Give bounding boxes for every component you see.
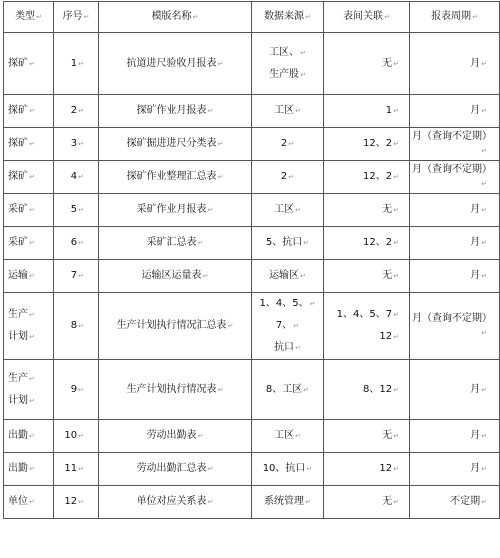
- cell-text: 劳动出勤表: [146, 430, 197, 441]
- cell-seq: [54, 453, 99, 486]
- paragraph-mark: ↵: [29, 465, 35, 473]
- cell-period: [410, 486, 500, 519]
- cell-text: 生产: [8, 372, 28, 384]
- cell-seq: [54, 260, 99, 293]
- paragraph-mark: ↵: [481, 180, 487, 188]
- cell-template-name: [99, 420, 252, 453]
- paragraph-mark: ↵: [481, 239, 487, 247]
- paragraph-mark: ↵: [393, 432, 399, 440]
- cell-type: [4, 486, 54, 519]
- paragraph-mark: ↵: [29, 239, 35, 247]
- cell-text: 月: [470, 237, 481, 248]
- paragraph-mark: ↵: [481, 329, 487, 337]
- cell-text: 月: [470, 270, 481, 281]
- paragraph-mark: ↵: [295, 206, 301, 214]
- cell-template-name: [99, 161, 252, 194]
- paragraph-mark: ↵: [207, 498, 214, 506]
- cell-text: 计划: [8, 331, 28, 342]
- cell-relation: [324, 293, 410, 360]
- cell-period: [410, 293, 500, 360]
- cell-type: [4, 95, 54, 128]
- cell-text: 探矿掘进进尺分类表: [126, 138, 217, 149]
- paragraph-mark: ↵: [393, 107, 399, 115]
- paragraph-mark: ↵: [29, 59, 35, 68]
- cell-period: [410, 33, 500, 95]
- paragraph-mark: ↵: [29, 374, 35, 383]
- cell-type: [4, 420, 54, 453]
- paragraph-mark: ↵: [393, 59, 399, 68]
- cell-text: 单位: [8, 496, 28, 507]
- cell-text: 单位对应关系表: [136, 496, 207, 507]
- cell-text: 抗口: [274, 342, 295, 353]
- paragraph-mark: ↵: [29, 396, 35, 405]
- cell-period: [410, 161, 500, 194]
- paragraph-mark: ↵: [481, 498, 487, 506]
- cell-source: [252, 161, 324, 194]
- cell-text: 探矿: [8, 105, 28, 116]
- cell-text: 无: [382, 430, 393, 441]
- header-row: [4, 2, 500, 33]
- table-row: [4, 260, 500, 293]
- table-row: [4, 293, 500, 360]
- cell-text: 生产计划执行情况汇总表: [116, 320, 227, 331]
- paragraph-mark: ↵: [293, 322, 300, 330]
- cell-text: 工区: [274, 430, 295, 441]
- paragraph-mark: ↵: [78, 432, 84, 440]
- cell-type: [4, 227, 54, 260]
- cell-text: 2: [70, 105, 78, 116]
- cell-text: 12: [64, 496, 78, 507]
- cell-type: [4, 293, 54, 360]
- paragraph-mark: ↵: [481, 432, 487, 440]
- paragraph-mark: ↵: [29, 333, 35, 341]
- cell-text: 工区、: [269, 46, 300, 58]
- paragraph-mark: ↵: [29, 206, 35, 214]
- cell-text: 1: [70, 57, 78, 69]
- cell-text: 无: [382, 496, 393, 507]
- cell-seq: [54, 293, 99, 360]
- table-row: [4, 453, 500, 486]
- paragraph-mark: ↵: [393, 173, 399, 181]
- cell-text: 计划: [8, 394, 28, 406]
- cell-source: [252, 486, 324, 519]
- paragraph-mark: ↵: [393, 465, 399, 473]
- paragraph-mark: ↵: [78, 498, 84, 506]
- cell-seq: [54, 95, 99, 128]
- table-row: [4, 161, 500, 194]
- cell-text: 探矿作业整理汇总表: [126, 171, 217, 182]
- cell-text: 5、抗口: [265, 237, 303, 248]
- cell-source: [252, 128, 324, 161]
- table-row: [4, 95, 500, 128]
- cell-text: 生产股: [269, 68, 300, 80]
- paragraph-mark: ↵: [29, 173, 35, 181]
- cell-type: [4, 260, 54, 293]
- paragraph-mark: ↵: [300, 70, 306, 79]
- cell-relation: [324, 486, 410, 519]
- cell-text: 采矿汇总表: [146, 237, 197, 248]
- table-row: [4, 486, 500, 519]
- cell-seq: [54, 161, 99, 194]
- cell-text: 采矿: [8, 204, 28, 215]
- table-row: [4, 227, 500, 260]
- paragraph-mark: ↵: [306, 465, 313, 473]
- cell-period: [410, 194, 500, 227]
- cell-text: 8、工区: [265, 383, 303, 395]
- cell-seq: [54, 128, 99, 161]
- paragraph-mark: ↵: [29, 432, 35, 440]
- header-template: 模版名称↵: [99, 2, 252, 33]
- cell-source: [252, 293, 324, 360]
- paragraph-mark: ↵: [393, 311, 399, 319]
- paragraph-mark: ↵: [393, 140, 399, 148]
- cell-text: 月（查询不定期）: [412, 131, 492, 142]
- cell-text: 系统管理: [264, 496, 305, 507]
- cell-template-name: [99, 227, 252, 260]
- cell-text: 无: [382, 204, 393, 215]
- cell-text: 2: [280, 138, 288, 149]
- table-row: [4, 360, 500, 420]
- table-row: [4, 194, 500, 227]
- cell-text: 探矿: [8, 138, 28, 149]
- table-row: [4, 33, 500, 95]
- paragraph-mark: ↵: [207, 465, 214, 473]
- cell-seq: [54, 420, 99, 453]
- cell-text: 7: [70, 270, 78, 281]
- cell-source: [252, 453, 324, 486]
- paragraph-mark: ↵: [78, 239, 84, 247]
- cell-text: 9: [70, 383, 78, 395]
- cell-text: 7、: [275, 320, 293, 331]
- cell-text: 月（查询不定期）: [412, 164, 492, 175]
- paragraph-mark: ↵: [481, 206, 487, 214]
- cell-relation: [324, 161, 410, 194]
- cell-text: 10: [64, 430, 78, 441]
- cell-text: 8、12: [363, 383, 393, 395]
- cell-relation: [324, 360, 410, 420]
- header-period: 报表周期↵: [410, 2, 500, 33]
- paragraph-mark: ↵: [217, 59, 224, 68]
- paragraph-mark: ↵: [29, 311, 35, 319]
- cell-source: [252, 33, 324, 95]
- cell-template-name: [99, 260, 252, 293]
- cell-text: 12、2: [363, 171, 393, 182]
- paragraph-mark: ↵: [309, 300, 316, 308]
- cell-relation: [324, 95, 410, 128]
- cell-period: [410, 420, 500, 453]
- cell-text: 运输区运量表: [141, 270, 202, 281]
- cell-seq: [54, 360, 99, 420]
- table-row: [4, 420, 500, 453]
- cell-text: 1: [385, 105, 393, 116]
- cell-text: 生产: [8, 309, 28, 320]
- cell-text: 12: [379, 463, 393, 474]
- paragraph-mark: ↵: [303, 239, 310, 247]
- cell-template-name: [99, 194, 252, 227]
- header-seq: 序号↵: [54, 2, 99, 33]
- paragraph-mark: ↵: [393, 385, 399, 394]
- cell-text: 12: [379, 331, 393, 342]
- cell-text: 月: [470, 430, 481, 441]
- cell-source: [252, 260, 324, 293]
- cell-text: 月（查询不定期）: [412, 313, 492, 324]
- cell-template-name: [99, 360, 252, 420]
- cell-seq: [54, 486, 99, 519]
- cell-text: 探矿: [8, 171, 28, 182]
- cell-text: 月: [470, 105, 481, 116]
- paragraph-mark: ↵: [295, 344, 301, 352]
- paragraph-mark: ↵: [393, 498, 399, 506]
- cell-relation: [324, 227, 410, 260]
- paragraph-mark: ↵: [78, 322, 84, 330]
- report-template-table: [3, 1, 500, 519]
- paragraph-mark: ↵: [481, 385, 487, 394]
- cell-period: [410, 95, 500, 128]
- cell-period: [410, 227, 500, 260]
- paragraph-mark: ↵: [300, 48, 306, 57]
- cell-type: [4, 161, 54, 194]
- cell-template-name: [99, 33, 252, 95]
- cell-text: 探矿作业月报表: [136, 105, 207, 116]
- paragraph-mark: ↵: [303, 385, 310, 394]
- cell-text: 月: [470, 463, 481, 474]
- cell-relation: [324, 33, 410, 95]
- cell-text: 2: [280, 171, 288, 182]
- paragraph-mark: ↵: [29, 107, 35, 115]
- paragraph-mark: ↵: [78, 385, 84, 394]
- cell-text: 无: [382, 57, 393, 69]
- paragraph-mark: ↵: [78, 465, 84, 473]
- cell-seq: [54, 227, 99, 260]
- cell-text: 采矿作业月报表: [136, 204, 207, 215]
- cell-relation: [324, 128, 410, 161]
- cell-period: [410, 260, 500, 293]
- table-row: [4, 128, 500, 161]
- paragraph-mark: ↵: [78, 107, 84, 115]
- cell-text: 3: [70, 138, 78, 149]
- paragraph-mark: ↵: [197, 239, 204, 247]
- cell-text: 探矿: [8, 57, 28, 69]
- cell-text: 出勤: [8, 463, 28, 474]
- cell-text: 5: [70, 204, 78, 215]
- paragraph-mark: ↵: [393, 239, 399, 247]
- paragraph-mark: ↵: [481, 465, 487, 473]
- cell-text: 10、抗口: [262, 463, 306, 474]
- cell-template-name: [99, 453, 252, 486]
- cell-period: [410, 128, 500, 161]
- paragraph-mark: ↵: [207, 206, 214, 214]
- paragraph-mark: ↵: [29, 498, 35, 506]
- cell-type: [4, 453, 54, 486]
- cell-type: [4, 33, 54, 95]
- paragraph-mark: ↵: [393, 272, 399, 280]
- paragraph-mark: ↵: [29, 272, 35, 280]
- cell-relation: [324, 260, 410, 293]
- cell-text: 4: [70, 171, 78, 182]
- cell-text: 运输: [8, 270, 28, 281]
- header-type: 类型↵: [4, 2, 54, 33]
- cell-text: 12、2: [363, 237, 393, 248]
- cell-text: 11: [64, 463, 78, 474]
- paragraph-mark: ↵: [295, 107, 301, 115]
- paragraph-mark: ↵: [217, 173, 224, 181]
- paragraph-mark: ↵: [202, 272, 209, 280]
- cell-text: 6: [70, 237, 78, 248]
- paragraph-mark: ↵: [217, 385, 224, 394]
- cell-type: [4, 128, 54, 161]
- paragraph-mark: ↵: [197, 432, 204, 440]
- cell-text: 生产计划执行情况表: [126, 383, 217, 395]
- cell-text: 1、4、5、7: [336, 309, 393, 320]
- cell-period: [410, 453, 500, 486]
- paragraph-mark: ↵: [78, 272, 84, 280]
- paragraph-mark: ↵: [78, 206, 84, 214]
- cell-text: 月: [470, 383, 481, 395]
- paragraph-mark: ↵: [78, 173, 84, 181]
- paragraph-mark: ↵: [300, 272, 306, 280]
- cell-source: [252, 227, 324, 260]
- cell-text: 工区: [274, 204, 295, 215]
- cell-text: 8: [70, 320, 78, 331]
- paragraph-mark: ↵: [217, 140, 224, 148]
- cell-text: 运输区: [269, 270, 300, 281]
- cell-period: [410, 360, 500, 420]
- paragraph-mark: ↵: [481, 107, 487, 115]
- cell-relation: [324, 194, 410, 227]
- cell-source: [252, 95, 324, 128]
- cell-text: 劳动出勤汇总表: [136, 463, 207, 474]
- cell-type: [4, 360, 54, 420]
- paragraph-mark: ↵: [393, 206, 399, 214]
- paragraph-mark: ↵: [227, 322, 234, 330]
- cell-source: [252, 360, 324, 420]
- cell-text: 无: [382, 270, 393, 281]
- cell-template-name: [99, 486, 252, 519]
- paragraph-mark: ↵: [305, 498, 311, 506]
- cell-relation: [324, 453, 410, 486]
- cell-text: 采矿: [8, 237, 28, 248]
- paragraph-mark: ↵: [393, 333, 399, 341]
- cell-type: [4, 194, 54, 227]
- paragraph-mark: ↵: [207, 107, 214, 115]
- cell-source: [252, 420, 324, 453]
- cell-template-name: [99, 128, 252, 161]
- cell-text: 不定期: [450, 496, 481, 507]
- cell-template-name: [99, 293, 252, 360]
- cell-template-name: [99, 95, 252, 128]
- paragraph-mark: ↵: [481, 147, 487, 155]
- cell-seq: [54, 33, 99, 95]
- cell-relation: [324, 420, 410, 453]
- cell-text: 工区: [274, 105, 295, 116]
- cell-source: [252, 194, 324, 227]
- cell-text: 1、4、5、: [259, 298, 309, 309]
- cell-seq: [54, 194, 99, 227]
- paragraph-mark: ↵: [288, 173, 295, 181]
- paragraph-mark: ↵: [295, 432, 301, 440]
- cell-text: 抗道进尺验收月报表: [126, 57, 217, 69]
- header-source: 数据来源↵: [252, 2, 324, 33]
- paragraph-mark: ↵: [78, 140, 84, 148]
- cell-text: 月: [470, 57, 481, 69]
- paragraph-mark: ↵: [288, 140, 295, 148]
- paragraph-mark: ↵: [78, 59, 84, 68]
- cell-text: 月: [470, 204, 481, 215]
- paragraph-mark: ↵: [481, 59, 487, 68]
- header-relation: 表间关联↵: [324, 2, 410, 33]
- cell-text: 出勤: [8, 430, 28, 441]
- paragraph-mark: ↵: [29, 140, 35, 148]
- paragraph-mark: ↵: [481, 272, 487, 280]
- cell-text: 12、2: [363, 138, 393, 149]
